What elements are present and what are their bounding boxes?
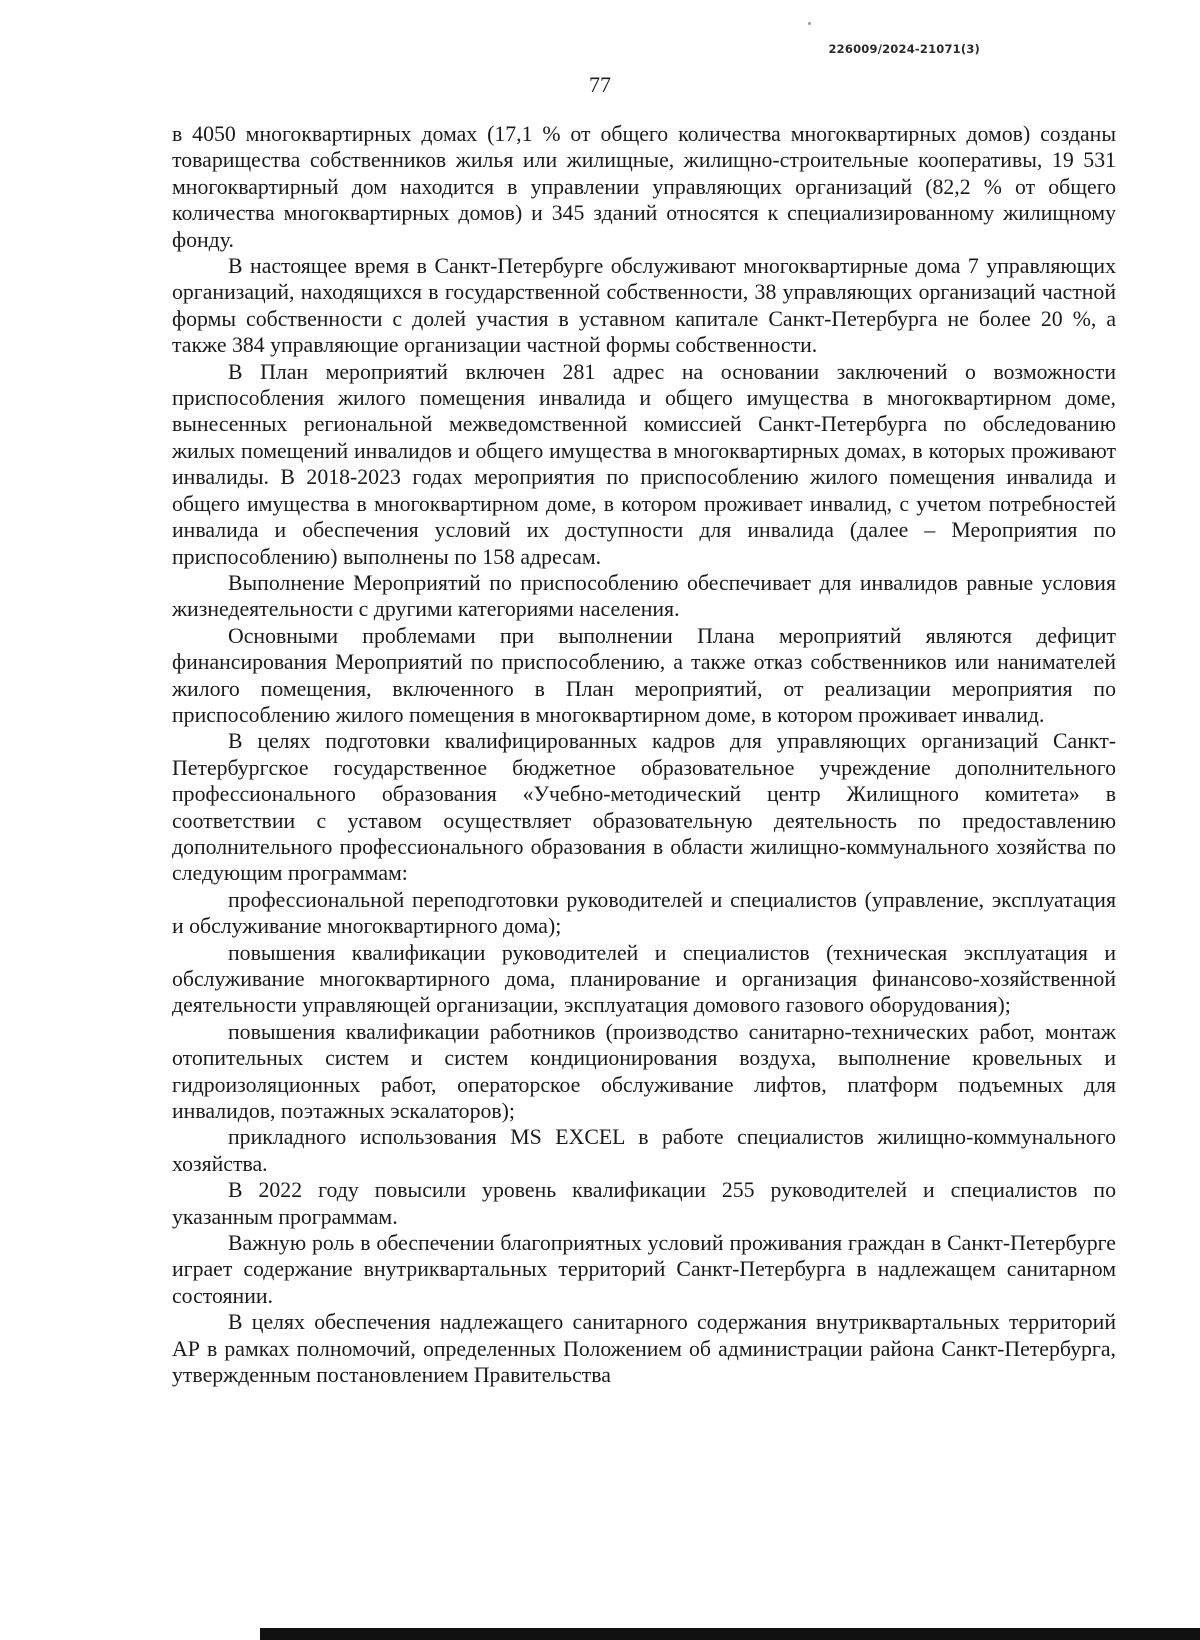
- paragraph: В настоящее время в Санкт-Петербурге обслуживают многоквартирные дома 7 управляющих организаций, находящихся в государственной собственности, 38 управляющих организаций частной формы собственности с долей участия в уставном капитале Санкт-Петербурга не более 20 %, а также 384 управляющие организации частной формы собственности.: [172, 254, 1116, 358]
- program-item: повышения квалификации работников (производство санитарно-технических работ, монтаж отопительных систем и систем кондиционирования воздуха, выполнение кровельных и гидроизоляционных работ, операторское обслуживание лифтов, платформ подъемных для инвалидов, поэтажных эскалаторов);: [172, 1019, 1116, 1124]
- paragraph: В 2022 году повысили уровень квалификации 255 руководителей и специалистов по указанным программам.: [172, 1178, 1116, 1229]
- paragraph: Основными проблемами при выполнении Плана мероприятий являются дефицит финансирования Мероприятий по приспособлению, а также отказ собственников или нанимателей жилого помещения, включенного в План мероприятий, от реализации мероприятия по приспособлению жилого помещения в многоквартирном доме, в котором проживает инвалид.: [172, 623, 1116, 727]
- paragraph: Выполнение Мероприятий по приспособлению обеспечивает для инвалидов равные условия жизнедеятельности с другими категориями населения.: [172, 570, 1116, 622]
- scan-artifact: [808, 22, 811, 25]
- paragraph: Важную роль в обеспечении благоприятных условий проживания граждан в Санкт-Петербурге играет содержание внутриквартальных территорий Санкт-Петербурга в надлежащем санитарном состоянии.: [172, 1231, 1116, 1308]
- program-item: повышения квалификации руководителей и специалистов (техническая эксплуатация и обслуживание многоквартирного дома, планирование и организация финансово-хозяйственной деятельности управляющей организации, эксплуатация домового газового оборудования);: [172, 940, 1116, 1018]
- document-body: [172, 121, 1116, 1389]
- paragraph: В План мероприятий включен 281 адрес на основании заключений о возможности приспособления жилого помещения инвалида и общего имущества в многоквартирном доме, вынесенных региональной межведомственной комиссией Санкт-Петербурга по обследованию жилых помещений инвалидов и общего имущества в многоквартирных домах, в которых проживают инвалиды. В 2018-2023 годах мероприятия по приспособлению жилого помещения инвалида и общего имущества в многоквартирном доме, в котором проживает инвалид, с учетом потребностей инвалида и обеспечения условий их доступности для инвалида (далее – Мероприятия по приспособлению) выполнены по 158 адресам.: [172, 359, 1116, 569]
- paragraph: В целях обеспечения надлежащего санитарного содержания внутриквартальных территорий АР в рамках полномочий, определенных Положением об администрации района Санкт-Петербурга, утвержденным постановлением Правительства: [172, 1310, 1116, 1388]
- page-number: 77: [589, 72, 611, 97]
- paragraph: В целях подготовки квалифицированных кадров для управляющих организаций Санкт-Петербургское государственное бюджетное образовательное учреждение дополнительного профессионального образования «Учебно-методический центр Жилищного комитета» в соответствии с уставом осуществляет образовательную деятельность по предоставлению дополнительного профессионального образования в области жилищно-коммунального хозяйства по следующим программам:: [172, 729, 1116, 886]
- program-item: профессиональной переподготовки руководителей и специалистов (управление, эксплуатация и обслуживание многоквартирного дома);: [172, 887, 1116, 939]
- scan-edge-border: [260, 1628, 1200, 1640]
- document-number: 226009/2024-21071(3): [828, 42, 980, 56]
- paragraph: в 4050 многоквартирных домах (17,1 % от общего количества многоквартирных домов) созданы товарищества собственников жилья или жилищные, жилищно-строительные кооперативы, 19 531 многоквартирный дом находится в управлении управляющих организаций (82,2 % от общего количества многоквартирных домов) и 345 зданий относятся к специализированному жилищному фонду.: [172, 122, 1116, 252]
- program-item: прикладного использования MS EXCEL в работе специалистов жилищно-коммунального хозяйства.: [172, 1125, 1116, 1176]
